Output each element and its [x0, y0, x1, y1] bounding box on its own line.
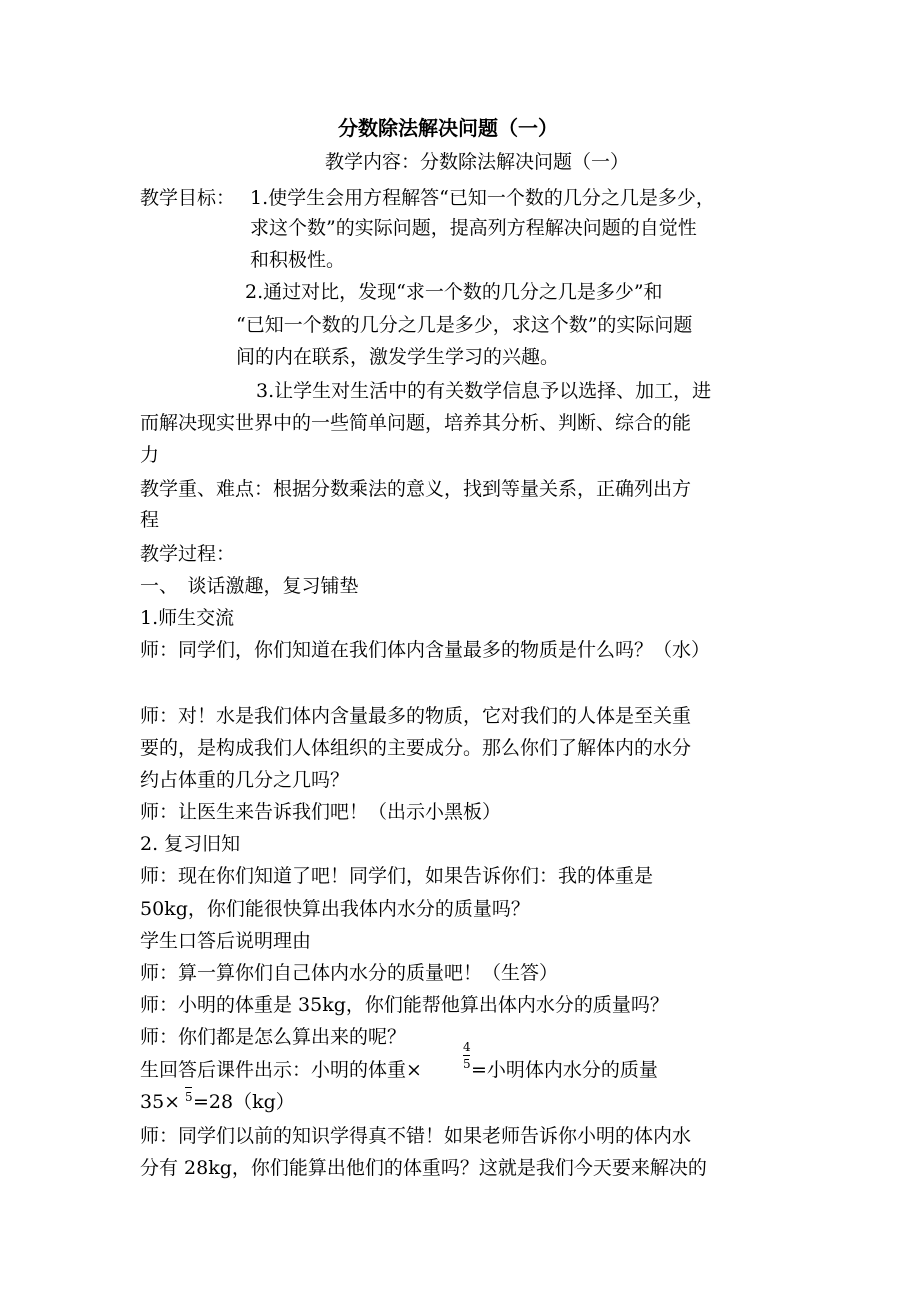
- fraction-denominator: 5: [463, 1057, 471, 1071]
- paragraph-4-line-1: 师：现在你们知道了吧！同学们，如果告诉你们：我的体重是: [140, 865, 654, 887]
- paragraph-10-before-fraction: 35×: [140, 1091, 181, 1113]
- paragraph-8: 师：你们都是怎么算出来的呢？: [140, 1026, 407, 1048]
- subsection-2: 2. 复习旧知: [140, 833, 241, 855]
- goal-3-line-3: 力: [140, 444, 160, 466]
- fraction-numerator: 4: [463, 1040, 471, 1054]
- goal-2-line-2: “已知一个数的几分之几是多少，求这个数”的实际问题: [236, 314, 693, 336]
- paragraph-5: 学生口答后说明理由: [140, 930, 312, 952]
- key-points-line-1: 教学重、难点：根据分数乘法的意义，找到等量关系，正确列出方: [140, 478, 692, 500]
- subsection-1: 1.师生交流: [140, 607, 235, 629]
- key-points-line-2: 程: [140, 509, 160, 531]
- paragraph-7: 师：小明的体重是 35kg，你们能帮他算出体内水分的质量吗？: [140, 994, 669, 1016]
- goal-1-line-2: 求这个数”的实际问题，提高列方程解决问题的自觉性: [250, 217, 697, 239]
- goal-3-line-2: 而解决现实世界中的一些简单问题，培养其分析、判断、综合的能: [140, 412, 692, 434]
- paragraph-1: 师：同学们，你们知道在我们体内含量最多的物质是什么吗？（水）: [140, 639, 711, 661]
- paragraph-2-line-2: 要的，是构成我们人体组织的主要成分。那么你们了解体内的水分: [140, 737, 692, 759]
- paragraph-9-before-fraction: 生回答后课件出示：小明的体重×: [140, 1059, 422, 1081]
- goal-3-line-1: 3.让学生对生活中的有关数学信息予以选择、加工，进: [256, 380, 712, 402]
- paragraph-11-line-2: 分有 28kg，你们能算出他们的体重吗？这就是我们今天要来解决的: [140, 1157, 707, 1179]
- paragraph-6: 师：算一算你们自己体内水分的质量吧！（生答）: [140, 962, 559, 984]
- fraction-bar-2: [185, 1087, 192, 1088]
- paragraph-2-line-3: 约占体重的几分之几吗？: [140, 769, 350, 791]
- paragraph-3: 师：让医生来告诉我们吧！（出示小黑板）: [140, 801, 502, 823]
- goal-1-line-1: 1.使学生会用方程解答“已知一个数的几分之几是多少，: [250, 187, 715, 209]
- paragraph-9-after-fraction: =小明体内水分的质量: [471, 1059, 658, 1081]
- teaching-content: 教学内容：分数除法解决问题（一）: [325, 151, 630, 173]
- fraction-denominator-2: 5: [185, 1090, 193, 1104]
- goal-2-line-1: 2.通过对比，发现“求一个数的几分之几是多少”和: [245, 281, 663, 303]
- goal-2-line-3: 间的内在联系，激发学生学习的兴趣。: [236, 346, 560, 368]
- fraction-bar: [463, 1055, 470, 1056]
- goal-1-line-3: 和积极性。: [250, 249, 346, 271]
- goals-label: 教学目标：: [140, 187, 236, 209]
- section-1-heading: 一、 谈话激趣，复习铺垫: [140, 575, 359, 597]
- document-title: 分数除法解决问题（一）: [338, 116, 558, 140]
- process-heading: 教学过程：: [140, 543, 236, 565]
- paragraph-4-line-2: 50kg，你们能很快算出我体内水分的质量吗？: [140, 898, 530, 920]
- paragraph-10-after-fraction: =28（kg）: [193, 1091, 295, 1113]
- paragraph-2-line-1: 师：对！水是我们体内含量最多的物质，它对我们的人体是至关重: [140, 705, 692, 727]
- paragraph-11-line-1: 师：同学们以前的知识学得真不错！如果老师告诉你小明的体内水: [140, 1125, 692, 1147]
